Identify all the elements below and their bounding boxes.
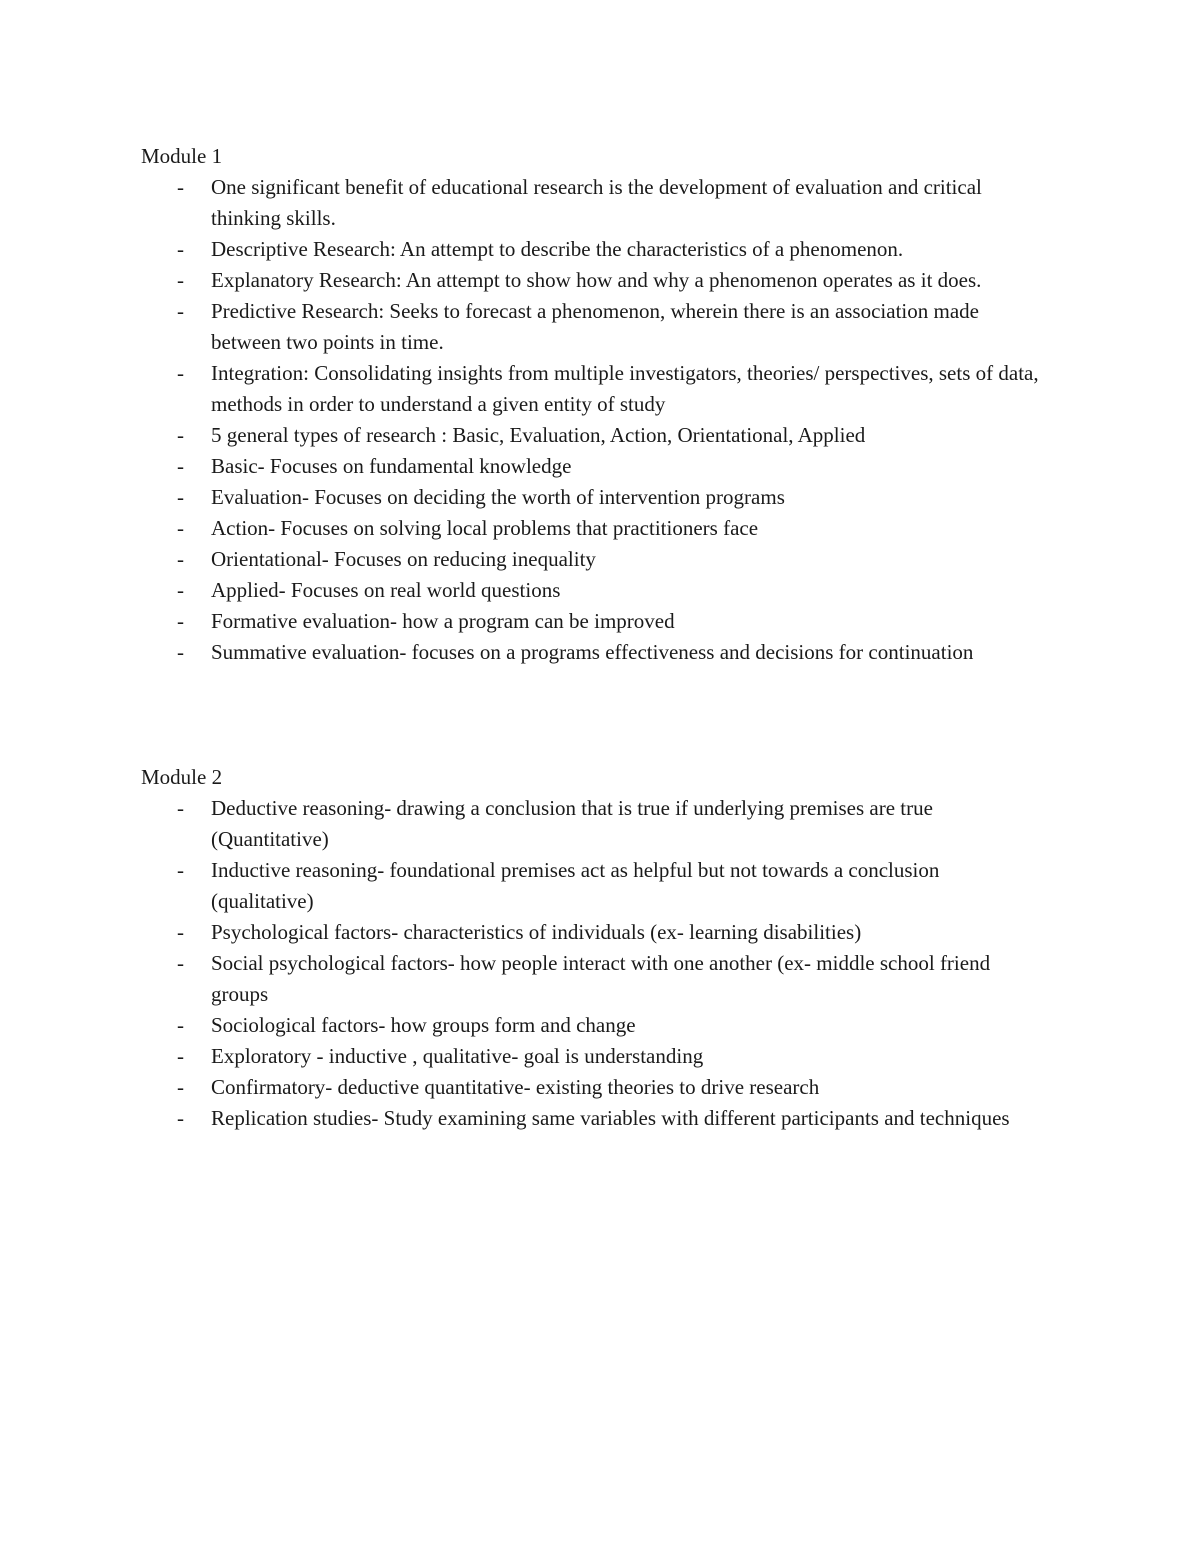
list-item-text: Explanatory Research: An attempt to show how and why a phenomenon operates as it does.: [211, 268, 982, 292]
module-1-heading: Module 1: [141, 144, 223, 168]
bullet-dash: -: [177, 920, 184, 944]
list-item-text: Evaluation- Focuses on deciding the worth of intervention programs: [211, 485, 785, 509]
list-item-text: Inductive reasoning- foundational premises act as helpful but not towards a conclusion (qualitative): [211, 858, 940, 913]
list-item: [141, 234, 1041, 265]
list-item-text: Action- Focuses on solving local problems that practitioners face: [211, 516, 759, 540]
bullet-dash: -: [177, 361, 184, 385]
list-item: [141, 1041, 1041, 1072]
bullet-dash: -: [177, 951, 184, 975]
bullet-dash: -: [177, 640, 184, 664]
list-item: [141, 917, 1041, 948]
list-item-text: Sociological factors- how groups form and change: [211, 1013, 636, 1037]
module-1-section: [141, 141, 1041, 668]
bullet-dash: -: [177, 1013, 184, 1037]
list-item: [141, 358, 1041, 420]
list-item: [141, 575, 1041, 606]
list-item: [141, 296, 1041, 358]
bullet-dash: -: [177, 485, 184, 509]
list-item: [141, 265, 1041, 296]
list-item-text: Integration: Consolidating insights from multiple investigators, theories/ perspectives, sets of data, methods in order to understand a given entity of study: [211, 361, 1039, 416]
list-item: [141, 420, 1041, 451]
bullet-dash: -: [177, 609, 184, 633]
list-item-text: Descriptive Research: An attempt to describe the characteristics of a phenomenon.: [211, 237, 904, 261]
bullet-dash: -: [177, 237, 184, 261]
list-item-text: Deductive reasoning- drawing a conclusion that is true if underlying premises are true (Quantitative): [211, 796, 933, 851]
bullet-dash: -: [177, 858, 184, 882]
list-item: [141, 1103, 1041, 1134]
list-item: [141, 1010, 1041, 1041]
module-2-list: [141, 793, 1041, 1134]
list-item-text: Predictive Research: Seeks to forecast a phenomenon, wherein there is an association made between two points in time.: [211, 299, 979, 354]
list-item: [141, 482, 1041, 513]
list-item: [141, 793, 1041, 855]
module-2-section: [141, 762, 1041, 1134]
list-item-text: Orientational- Focuses on reducing inequality: [211, 547, 596, 571]
list-item-text: Replication studies- Study examining same variables with different participants and techniques: [211, 1106, 1010, 1130]
list-item-text: One significant benefit of educational research is the development of evaluation and critical thinking skills.: [211, 175, 982, 230]
list-item-text: Summative evaluation- focuses on a programs effectiveness and decisions for continuation: [211, 640, 974, 664]
list-item: [141, 513, 1041, 544]
bullet-dash: -: [177, 1106, 184, 1130]
bullet-dash: -: [177, 454, 184, 478]
list-item-text: Formative evaluation- how a program can be improved: [211, 609, 675, 633]
list-item: [141, 1072, 1041, 1103]
list-item-text: Social psychological factors- how people interact with one another (ex- middle school friend groups: [211, 951, 991, 1006]
list-item-text: Basic- Focuses on fundamental knowledge: [211, 454, 572, 478]
list-item: [141, 606, 1041, 637]
list-item-text: 5 general types of research : Basic, Evaluation, Action, Orientational, Applied: [211, 423, 866, 447]
bullet-dash: -: [177, 547, 184, 571]
bullet-dash: -: [177, 175, 184, 199]
bullet-dash: -: [177, 516, 184, 540]
bullet-dash: -: [177, 578, 184, 602]
module-2-heading: Module 2: [141, 765, 223, 789]
bullet-dash: -: [177, 268, 184, 292]
module-1-list: [141, 172, 1041, 668]
bullet-dash: -: [177, 299, 184, 323]
list-item: [141, 637, 1041, 668]
list-item-text: Psychological factors- characteristics of individuals (ex- learning disabilities): [211, 920, 862, 944]
list-item: [141, 948, 1041, 1010]
list-item: [141, 855, 1041, 917]
list-item-text: Applied- Focuses on real world questions: [211, 578, 561, 602]
list-item: [141, 172, 1041, 234]
bullet-dash: -: [177, 423, 184, 447]
list-item-text: Exploratory - inductive , qualitative- goal is understanding: [211, 1044, 704, 1068]
list-item: [141, 544, 1041, 575]
bullet-dash: -: [177, 1075, 184, 1099]
bullet-dash: -: [177, 796, 184, 820]
list-item-text: Confirmatory- deductive quantitative- existing theories to drive research: [211, 1075, 820, 1099]
list-item: [141, 451, 1041, 482]
bullet-dash: -: [177, 1044, 184, 1068]
